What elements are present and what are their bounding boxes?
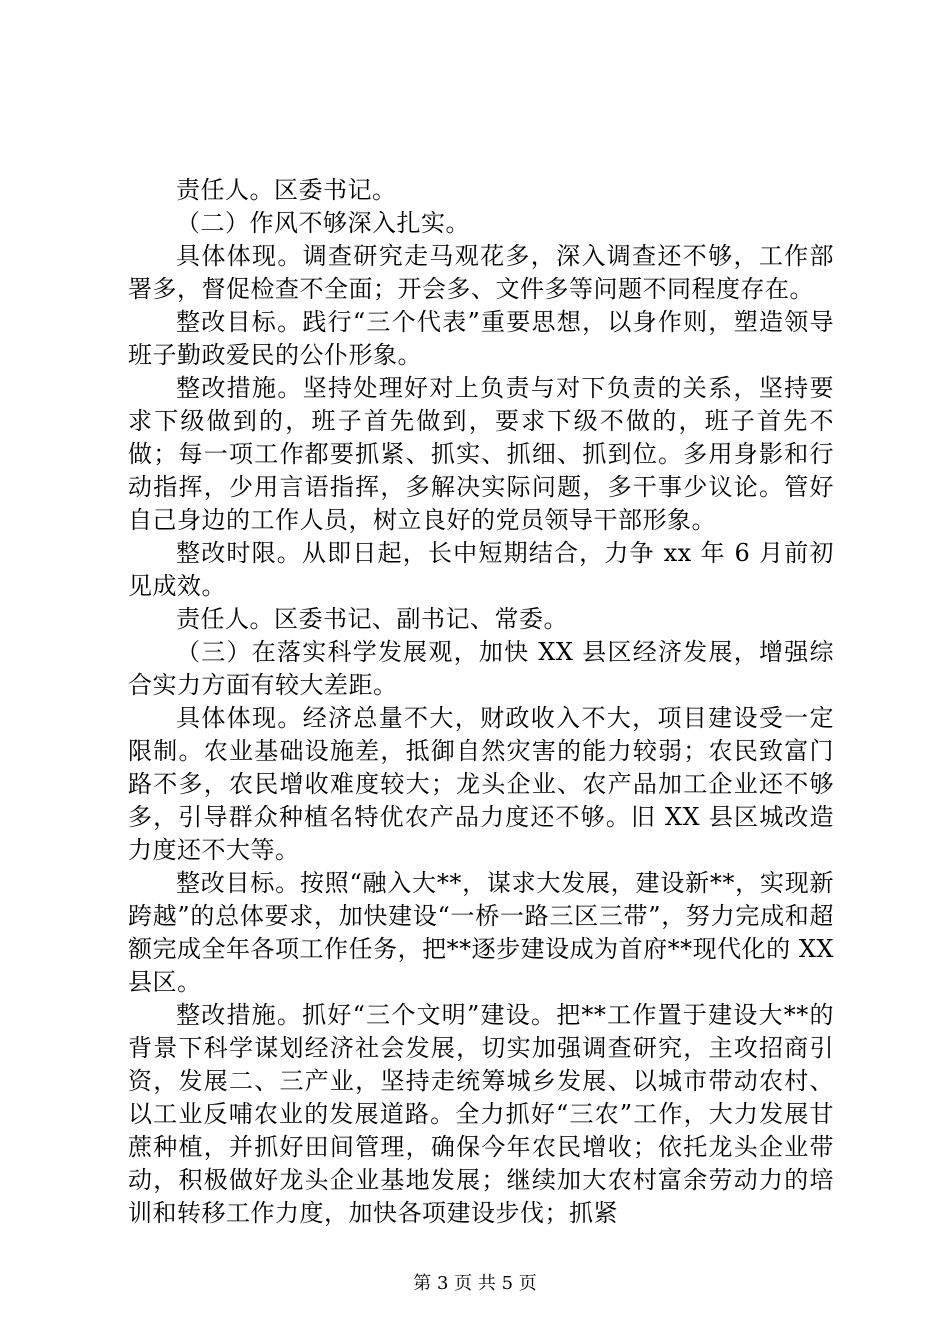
page-indicator: 第 3 页 共 5 页 [413,1273,537,1294]
section-heading-2: （二）作风不够深入扎实。 [176,209,470,237]
section-heading-3: （三）在落实科学发展观，加快 XX 县区经济发展，增强综合实力方面有较大差距。 [128,638,834,699]
paragraph-manifestation-3: 具体体现。经济总量不大，财政收入不大，项目建设受一定限制。农业基础设施差，抵御自然灾害的能力较弱；农民致富门路不多，农民增收难度较大；龙头企业、农产品加工企业还不够多，引导群众种植名特优农产品力度还不够。旧 XX 县区城改造力度还不大等。 [128,704,834,864]
paragraph-measures-2: 整改措施。坚持处理好对上负责与对下负责的关系，坚持要求下级做到的，班子首先做到，要求下级不做的，班子首先不做；每一项工作都要抓紧、抓实、抓细、抓到位。多用身影和行动指挥，少用言语指挥，多解决实际问题，多干事少议论。管好自己身边的工作人员，树立良好的党员领导干部形象。 [128,374,834,534]
paragraph-responsible-2: 责任人。区委书记、副书记、常委。 [176,605,568,633]
paragraph-deadline-2: 整改时限。从即日起，长中短期结合，力争 xx 年 6 月前初见成效。 [128,539,834,600]
paragraph-goal-3: 整改目标。按照“融入大**，谋求大发展，建设新**，实现新跨越”的总体要求，加快建设“一桥一路三区三带”，努力完成和超额完成全年各项工作任务，把**逐步建设成为首府**现代化的 XX 县区。 [128,869,834,996]
paragraph-goal-2: 整改目标。践行“三个代表”重要思想，以身作则，塑造领导班子勤政爱民的公仆形象。 [128,308,834,369]
document-body [128,174,834,1230]
paragraph-manifestation-2: 具体体现。调查研究走马观花多，深入调查还不够，工作部署多，督促检查不全面；开会多、文件多等问题不同程度存在。 [128,242,834,303]
paragraph-measures-3: 整改措施。抓好“三个文明”建设。把**工作置于建设大**的背景下科学谋划经济社会发展，切实加强调查研究，主攻招商引资，发展二、三产业，坚持走统筹城乡发展、以城市带动农村、以工业反哺农业的发展道路。全力抓好“三农”工作，大力发展甘蔗种植，并抓好田间管理，确保今年农民增收；依托龙头企业带动，积极做好龙头企业基地发展；继续加大农村富余劳动力的培训和转移工作力度，加快各项建设步伐；抓紧 [128,1001,834,1227]
paragraph-responsible-1: 责任人。区委书记。 [176,176,397,204]
